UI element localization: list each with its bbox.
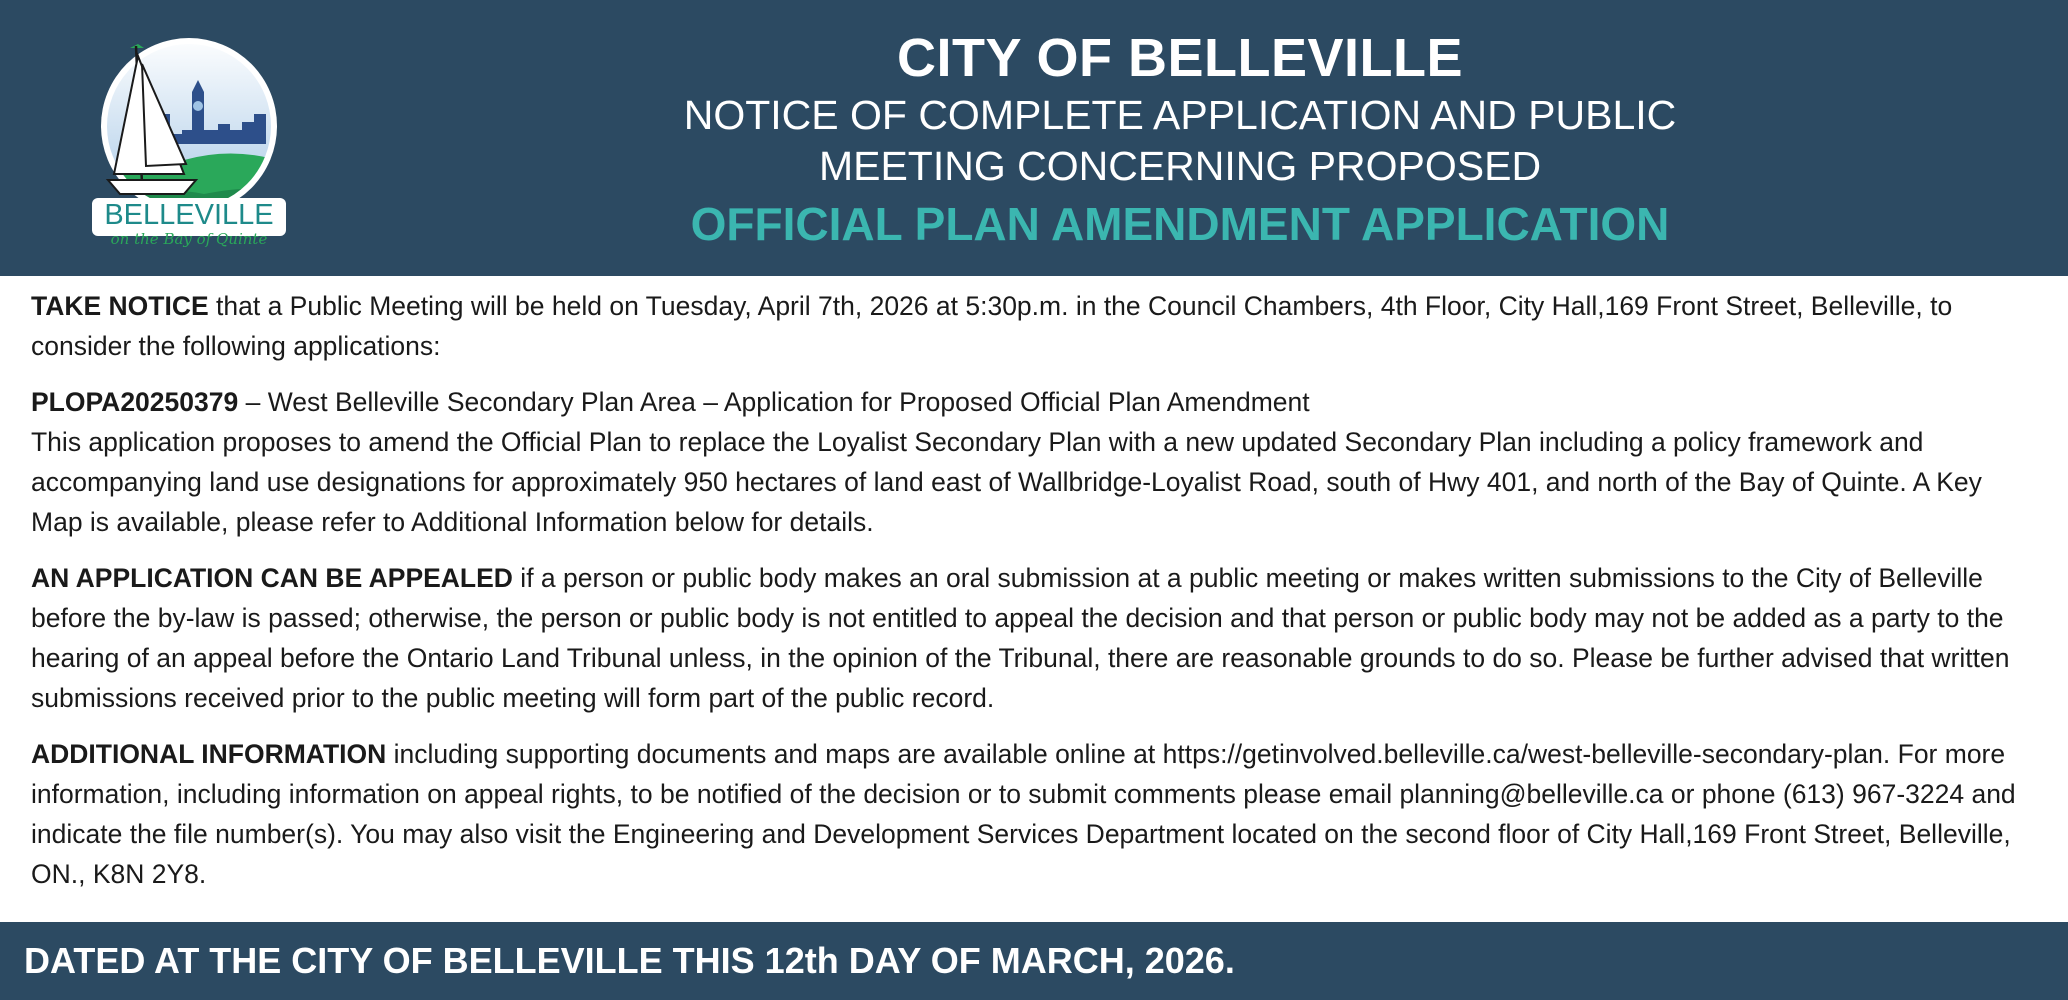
header-band [0,0,2068,276]
application-description: This application proposes to amend the Official Plan to replace the Loyalist Secondary Plan with a new updated Secondary Plan including a policy framework and accompanying land use designations for approximately 950 hectares of land east of Wallbridge-Loyalist Road, south of Hwy 401, and north of the Bay of Quinte. A Key Map is available, please refer to Additional Information below for details. [31,427,1982,537]
dated-statement: DATED AT THE CITY OF BELLEVILLE THIS 12th DAY OF MARCH, 2026. [24,940,1235,981]
notice-line-1: NOTICE OF COMPLETE APPLICATION AND PUBLIC [683,92,1677,138]
logo-name: BELLEVILLE [104,199,274,231]
title-block [560,26,1800,254]
footer-band [0,922,2068,1000]
application-title: – West Belleville Secondary Plan Area – Application for Proposed Official Plan Amendment [238,387,1310,417]
additional-info-text: including supporting documents and maps are available online at https://getinvolved.belleville.ca/west-belleville-secondary-plan. For more information, including information on appeal rights, to be notified of the decision or to submit comments please email planning@belleville.ca or phone (613) 967-3224 and indicate the file number(s). You may also visit the Engineering and Development Services Department located on the second floor of City Hall,169 Front Street, Belleville, ON., K8N 2Y8. [31,739,2016,889]
take-notice-lead: TAKE NOTICE [31,291,209,321]
take-notice-text: that a Public Meeting will be held on Tuesday, April 7th, 2026 at 5:30p.m. in the Council Chambers, 4th Floor, City Hall,169 Front Street, Belleville, to consider the following applications: [31,291,1953,361]
additional-info-lead: ADDITIONAL INFORMATION [31,739,387,769]
application-type: OFFICIAL PLAN AMENDMENT APPLICATION [690,198,1670,250]
additional-info-paragraph [31,734,2037,894]
appeal-paragraph [31,558,2037,718]
logo-tagline: on the Bay of Quinte [110,230,268,248]
file-number: PLOPA20250379 [31,387,239,417]
page-title: CITY OF BELLEVILLE [896,28,1464,88]
appeal-lead: AN APPLICATION CAN BE APPEALED [31,563,513,593]
belleville-logo-icon [74,34,304,254]
appeal-text: if a person or public body makes an oral submission at a public meeting or makes written submissions to the City of Belleville before the by-law is passed; otherwise, the person or public body is not entitled to appeal the decision and that person or public body may not be added as a party to the hearing of an appeal before the Ontario Land Tribunal unless, in the opinion of the Tribunal, there are reasonable grounds to do so. Please be further advised that written submissions received prior to the public meeting will form part of the public record. [31,563,2010,713]
notice-body [31,286,2037,910]
notice-line-2: MEETING CONCERNING PROPOSED [818,143,1542,189]
take-notice-paragraph [31,286,2037,366]
application-paragraph [31,382,2037,542]
